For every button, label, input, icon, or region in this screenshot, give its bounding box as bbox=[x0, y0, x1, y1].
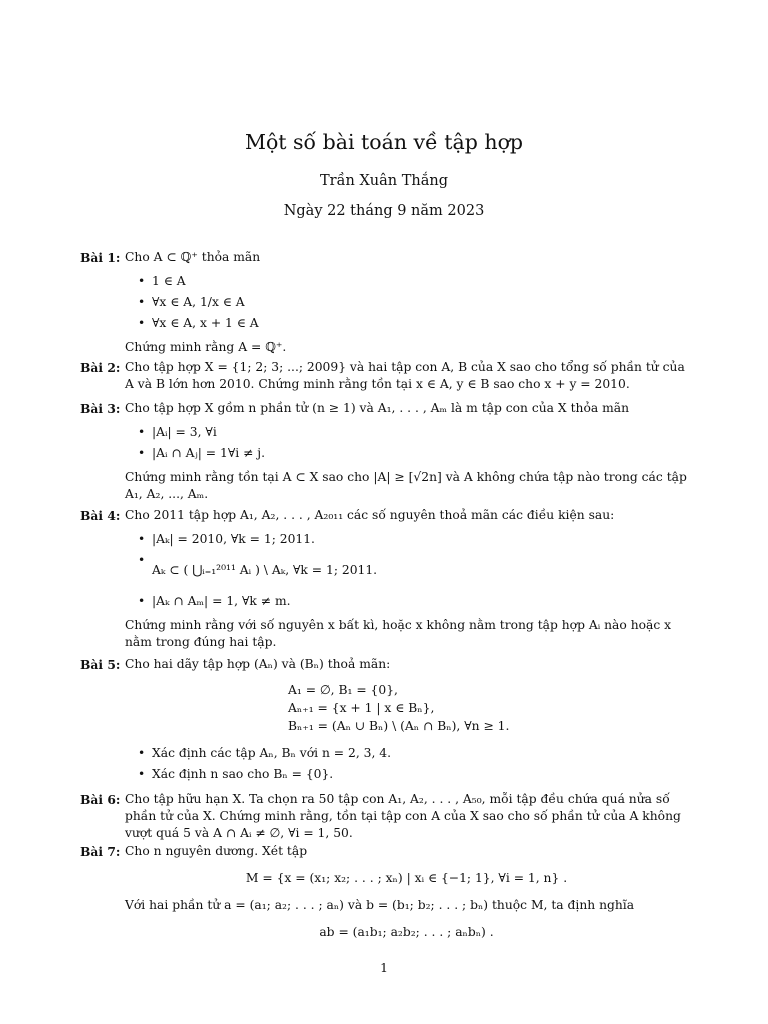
task-item: • Xác định các tập Aₙ, Bₙ với n = 2, 3, 4. bbox=[138, 745, 688, 762]
document-title: Một số bài toán về tập hợp bbox=[244, 130, 524, 154]
condition-list bbox=[138, 531, 688, 610]
display-equation: M = {x = (x₁; x₂; . . . ; xₙ) | xᵢ ∈ {−1; 1}, ∀i = 1, n} . bbox=[245, 871, 568, 885]
problem-conclusion: Chứng minh rằng A = ℚ⁺. bbox=[125, 340, 287, 354]
problem-intro: Cho A ⊂ ℚ⁺ thỏa mãn bbox=[125, 250, 261, 264]
problem-text: Cho tập hữu hạn X. Ta chọn ra 50 tập con A₁, A₂, . . . , A₅₀, mỗi tập đều chứa quá nửa số phần tử của X. Chứng minh rằng, tồn tại tập con A của X sao cho số phần tử của A không vượt quá 5 và A ∩ Aᵢ ≠ ∅, ∀i = 1, 50. bbox=[125, 792, 681, 840]
condition-item: • |Aᵢ ∩ Aⱼ| = 1∀i ≠ j. bbox=[138, 445, 688, 462]
condition-item: • Aₖ ⊂ ( ⋃ᵢ₌₁²⁰¹¹ Aᵢ ) \ Aₖ, ∀k = 1; 2011. bbox=[138, 552, 688, 589]
problem-label: Bài 7: bbox=[80, 844, 121, 859]
equation-line: Aₙ₊₁ = {x + 1 | x ∈ Bₙ}, bbox=[288, 701, 435, 715]
task-item: • Xác định n sao cho Bₙ = {0}. bbox=[138, 766, 688, 783]
equation-line: A₁ = ∅, B₁ = {0}, bbox=[288, 683, 398, 697]
display-equations bbox=[288, 682, 688, 736]
problem-text: Với hai phần tử a = (a₁; a₂; . . . ; aₙ) và b = (b₁; b₂; . . . ; bₙ) thuộc M, ta định nghĩa bbox=[125, 898, 635, 912]
problem-text: Cho tập hợp X = {1; 2; 3; ...; 2009} và hai tập con A, B của X sao cho tổng số phần tử của A và B lớn hơn 2010. Chứng minh rằng tồn tại x ∈ A, y ∈ B sao cho x + y = 2010. bbox=[125, 360, 685, 391]
document-author: Trần Xuân Thắng bbox=[320, 173, 448, 189]
condition-item: • |Aᵢ| = 3, ∀i bbox=[138, 424, 688, 441]
equation-line: Bₙ₊₁ = (Aₙ ∪ Bₙ) \ (Aₙ ∩ Bₙ), ∀n ≥ 1. bbox=[288, 719, 510, 733]
problem-intro: Cho 2011 tập hợp A₁, A₂, . . . , A₂₀₁₁ các số nguyên thoả mãn các điều kiện sau: bbox=[125, 508, 615, 522]
problem-conclusion: Chứng minh rằng với số nguyên x bất kì, hoặc x không nằm trong tập hợp Aᵢ nào hoặc x nằm trong đúng hai tập. bbox=[125, 618, 672, 649]
condition-item: • |Aₖ| = 2010, ∀k = 1; 2011. bbox=[138, 531, 688, 548]
condition-list bbox=[138, 273, 688, 332]
display-equation: ab = (a₁b₁; a₂b₂; . . . ; aₙbₙ) . bbox=[319, 925, 494, 939]
task-list bbox=[138, 745, 688, 783]
problem-5 bbox=[80, 656, 688, 790]
problem-3 bbox=[80, 400, 688, 503]
condition-item: • 1 ∈ A bbox=[138, 273, 688, 290]
problem-label: Bài 5: bbox=[80, 657, 121, 672]
problem-intro: Cho tập hợp X gồm n phần tử (n ≥ 1) và A₁, . . . , Aₘ là m tập con của X thỏa mãn bbox=[125, 401, 630, 415]
problem-intro: Cho hai dãy tập hợp (Aₙ) và (Bₙ) thoả mãn: bbox=[125, 657, 391, 671]
condition-item: • ∀x ∈ A, x + 1 ∈ A bbox=[138, 315, 688, 332]
condition-list bbox=[138, 424, 688, 462]
problem-6 bbox=[80, 791, 688, 842]
problem-label: Bài 4: bbox=[80, 508, 121, 523]
problem-label: Bài 3: bbox=[80, 401, 121, 416]
document-date: Ngày 22 tháng 9 năm 2023 bbox=[283, 203, 485, 219]
problem-1 bbox=[80, 249, 688, 356]
problem-4 bbox=[80, 507, 688, 651]
condition-item: • ∀x ∈ A, 1/x ∈ A bbox=[138, 294, 688, 311]
problem-label: Bài 1: bbox=[80, 250, 121, 265]
page-number: 1 bbox=[380, 961, 388, 975]
problem-7 bbox=[80, 843, 688, 951]
problem-intro: Cho n nguyên dương. Xét tập bbox=[125, 844, 308, 858]
problem-conclusion: Chứng minh rằng tồn tại A ⊂ X sao cho |A| ≥ [√2n] và A không chứa tập nào trong các tập A₁, A₂, ..., Aₘ. bbox=[125, 470, 687, 501]
problem-label: Bài 2: bbox=[80, 360, 121, 375]
condition-item: • |Aₖ ∩ Aₘ| = 1, ∀k ≠ m. bbox=[138, 593, 688, 610]
problem-label: Bài 6: bbox=[80, 792, 121, 807]
problem-2 bbox=[80, 359, 688, 393]
